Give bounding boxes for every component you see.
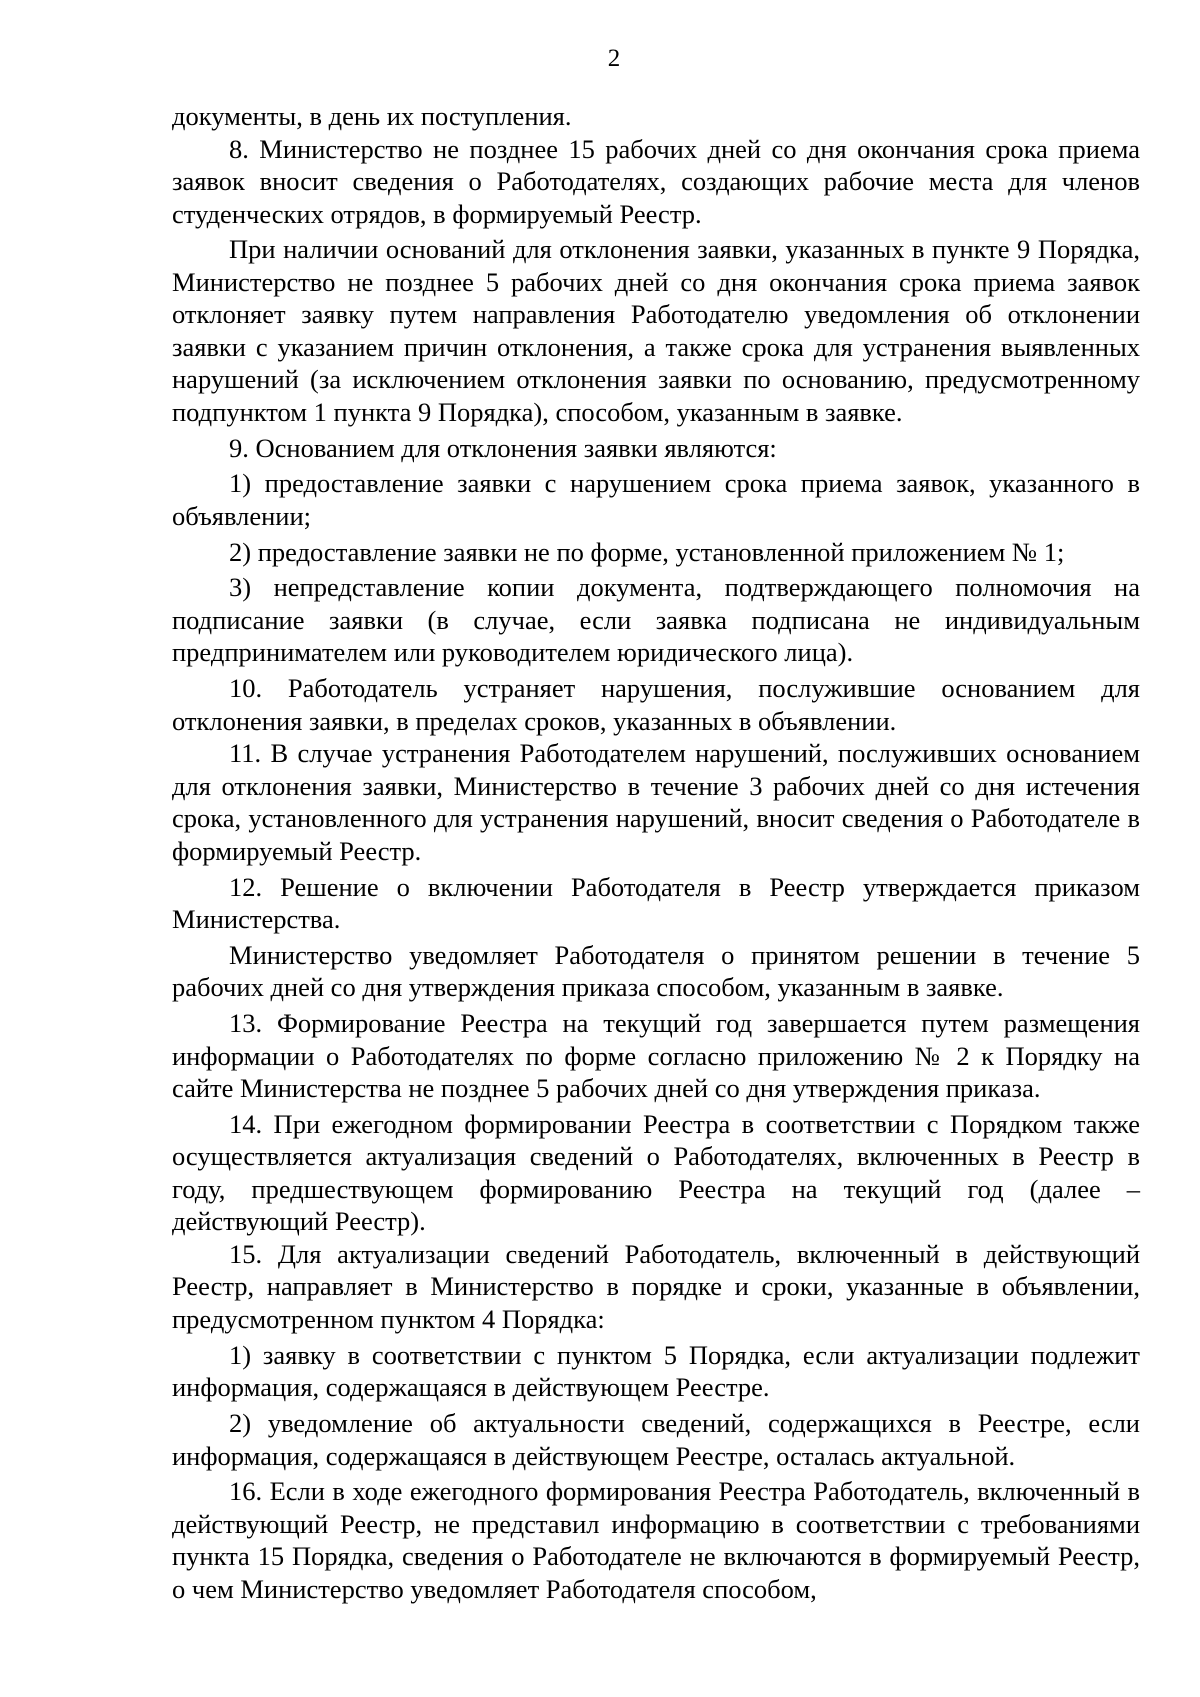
paragraph-item-16: 16. Если в ходе ежегодного формирования Реестра Работодатель, включенный в действующий Реестр, не представил информацию в соответствии с требованиями пункта 15 Порядка, сведения о Работодателе не включаются в формируемый Реестр, о чем Министерство уведомляет Работодателя способом, <box>172 1476 1140 1604</box>
paragraph-item-9-3: 3) непредставление копии документа, подтверждающего полномочия на подписание заявки (в случае, если заявка подписана не индивидуальным предпринимателем или руководителем юридического лица). <box>172 572 1140 668</box>
paragraph-item-15-2: 2) уведомление об актуальности сведений, содержащихся в Реестре, если информация, содержащаяся в действующем Реестре, осталась актуальной. <box>172 1408 1140 1471</box>
paragraph-item-15: 15. Для актуализации сведений Работодатель, включенный в действующий Реестр, направляет в Министерство в порядке и сроки, указанные в объявлении, предусмотренном пунктом 4 Порядка: <box>172 1238 1140 1334</box>
paragraph-item-11: 11. В случае устранения Работодателем нарушений, послуживших основанием для отклонения заявки, Министерство в течение 3 рабочих дней со дня истечения срока, установленного для устранения нарушений, вносит сведения о Работодателе в формируемый Реестр. <box>172 738 1140 866</box>
paragraph-rejection-grounds: При наличии оснований для отклонения заявки, указанных в пункте 9 Порядка, Министерство не позднее 5 рабочих дней со дня окончания срока приема заявок отклоняет заявку путем направления Работодателю уведомления об отклонении заявки с указанием причин отклонения, а также срока для устранения выявленных нарушений (за исключением отклонения заявки по основанию, предусмотренному подпунктом 1 пункта 9 Порядка), способом, указанным в заявке. <box>172 234 1140 427</box>
paragraph-item-15-1: 1) заявку в соответствии с пунктом 5 Порядка, если актуализации подлежит информация, содержащаяся в действующем Реестре. <box>172 1339 1140 1403</box>
paragraph-notification: Министерство уведомляет Работодателя о принятом решении в течение 5 рабочих дней со дня утверждения приказа способом, указанным в заявке. <box>172 939 1140 1003</box>
document-body <box>172 100 1140 1605</box>
paragraph-item-14: 14. При ежегодном формировании Реестра в соответствии с Порядком также осуществляется актуализация сведений о Работодателях, включенных в Реестр в году, предшествующем формированию Реестра на текущий год (далее – действующий Реестр). <box>172 1108 1140 1237</box>
page-number: 2 <box>607 45 621 72</box>
paragraph-item-13: 13. Формирование Реестра на текущий год завершается путем размещения информации о Работодателях по форме согласно приложению № 2 к Порядку на сайте Министерства не позднее 5 рабочих дней со дня утверждения приказа. <box>172 1008 1140 1104</box>
paragraph-item-9-1: 1) предоставление заявки с нарушением срока приема заявок, указанного в объявлении; <box>172 468 1140 531</box>
paragraph-item-9: 9. Основанием для отклонения заявки являются: <box>229 432 777 463</box>
paragraph-item-9-2: 2) предоставление заявки не по форме, установленной приложением № 1; <box>229 536 1065 567</box>
paragraph-item-8: 8. Министерство не позднее 15 рабочих дней со дня окончания срока приема заявок вносит сведения о Работодателях, создающих рабочие места для членов студенческих отрядов, в формируемый Реестр. <box>172 133 1140 229</box>
paragraph-item-10: 10. Работодатель устраняет нарушения, послужившие основанием для отклонения заявки, в пределах сроков, указанных в объявлении. <box>172 673 1140 736</box>
paragraph-continuation: документы, в день их поступления. <box>172 101 572 131</box>
paragraph-item-12: 12. Решение о включении Работодателя в Реестр утверждается приказом Министерства. <box>172 871 1140 935</box>
